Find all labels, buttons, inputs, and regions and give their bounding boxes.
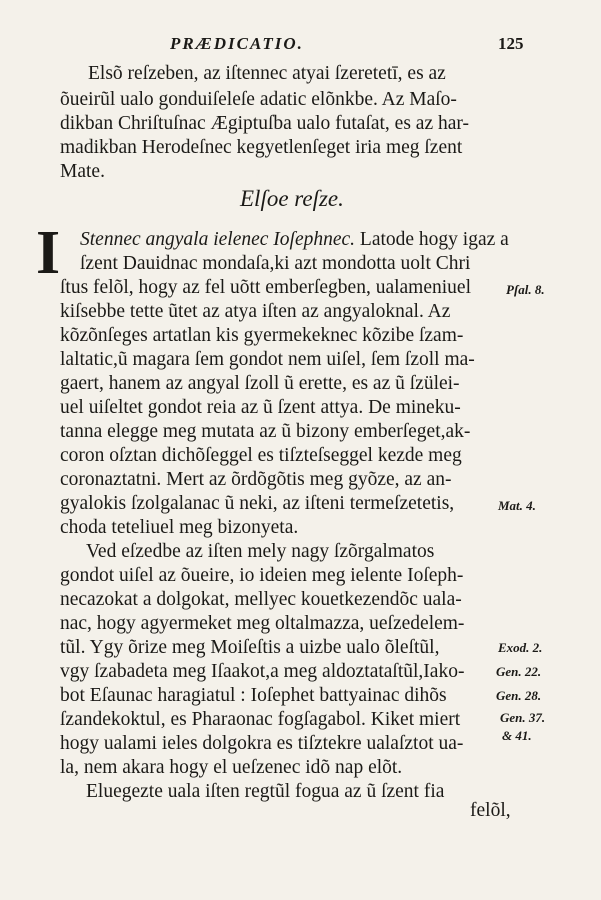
body-line: ſzandekoktul, es Pharaonac fogſagabol. Kiket miert [60, 709, 461, 730]
body-line: ſzent Dauidnac mondaſa,ki azt mondotta uolt Chri [80, 253, 471, 274]
page-number: 125 [498, 34, 524, 53]
body-line: la, nem akara hogy el ueſzenec idõ nap elõt. [60, 757, 403, 778]
margin-note: Gen. 22. [496, 664, 542, 679]
body-line-first-rest: Latode hogy igaz a [355, 229, 509, 250]
margin-note: Mat. 4. [498, 498, 536, 513]
drop-cap: I [36, 219, 61, 287]
body-line: hogy ualami ieles dolgokra es tiſztekre ualaſztot ua- [60, 733, 464, 754]
intro-line: Mate. [60, 161, 105, 182]
section-title: Elſoe reſze. [240, 186, 344, 211]
catchword: felõl, [470, 800, 511, 821]
intro-line: dikban Chriſtuſnac Ægiptuſba ualo futaſat, es az har- [60, 113, 469, 134]
body-line: uel uiſeltet gondot reia az ũ ſzent attya. De mineku- [60, 397, 461, 418]
margin-note: Exod. 2. [498, 640, 543, 655]
margin-note: Pſal. 8. [506, 282, 545, 297]
body-line: gondot uiſel az õueire, io ideien meg ielente Ioſeph- [60, 565, 464, 586]
body-line: Eluegezte uala iſten regtũl fogua az ũ ſzent fia [86, 781, 445, 802]
body-line: tũl. Ygy õrize meg Moiſeſtis a uizbe ualo õleſtũl, [60, 637, 440, 658]
body-line: choda teteliuel meg bizonyeta. [60, 517, 299, 538]
intro-line: madikban Herodeſnec kegyetlenſeget iria meg ſzent [60, 137, 463, 158]
body-line: gaert, hanem az angyal ſzoll ũ erette, es az ũ ſzülei- [60, 373, 460, 394]
margin-note: Gen. 37. [500, 710, 546, 725]
margin-note: & 41. [502, 728, 532, 743]
body-line: necazokat a dolgokat, mellyec kouetkezendõc uala- [60, 589, 462, 610]
body-line: Ved eſzedbe az iſten mely nagy ſzõrgalmatos [86, 541, 435, 562]
intro-line: Elsõ reſzeben, az iſtennec atyai ſzeretetī, es az [88, 63, 446, 84]
body-line: kõzõnſeges artatlan kis gyermekeknec kõzibe ſzam- [60, 325, 464, 346]
body-line: nac, hogy agyermeket meg oltalmazza, ueſzedelem- [60, 613, 465, 634]
body-line: laltatic,ũ magara ſem gondot nem uiſel, ſem ſzoll ma- [60, 349, 475, 370]
margin-note: Gen. 28. [496, 688, 542, 703]
running-header: PRÆDICATIO. [170, 34, 304, 53]
body-line: vgy ſzabadeta meg Iſaakot,a meg aldoztataſtũl,Iako- [60, 661, 465, 682]
body-line: ſtus felõl, hogy az fel uõtt emberſegben, ualameniuel [60, 277, 471, 298]
body-line: coron oſztan dichõſeggel es tiſzteſseggel kezde meg [60, 445, 462, 466]
body-line-first-italic: Stennec angyala ielenec Ioſephnec. [80, 229, 356, 250]
body-line: bot Eſaunac haragiatul : Ioſephet battyainac dihõs [60, 685, 447, 706]
body-line: tanna elegge meg mutata az ũ bizony emberſeget,ak- [60, 421, 471, 442]
body-line: kiſsebbe tette ũtet az atya iſten az angyaloknal. Az [60, 301, 451, 322]
body-line: coronaztatni. Mert az õrdõgõtis meg gyõze, az an- [60, 469, 452, 490]
intro-line: õueirũl ualo gonduiſeleſe adatic elõnkbe. Az Maſo- [60, 89, 457, 110]
body-line-first [80, 228, 509, 252]
body-line: gyalokis ſzolgalanac ũ neki, az iſteni termeſzetetis, [60, 493, 455, 514]
